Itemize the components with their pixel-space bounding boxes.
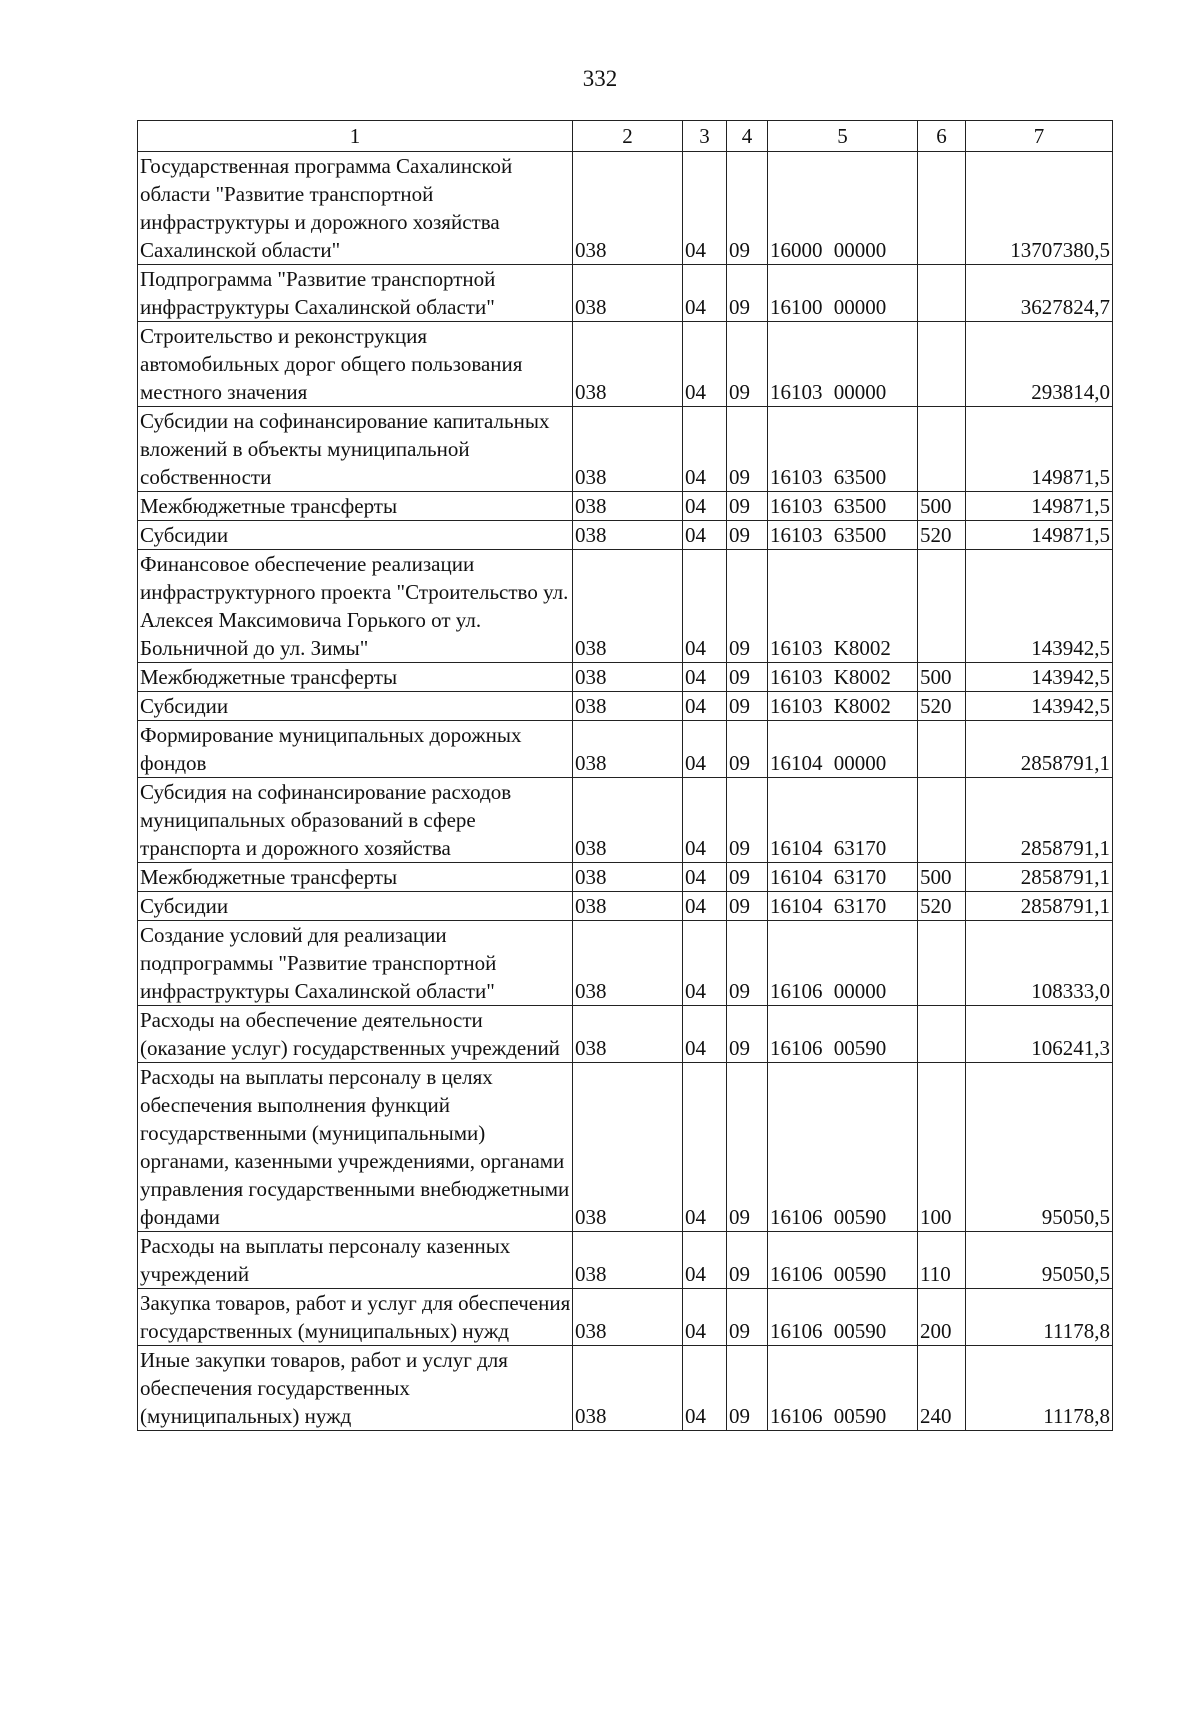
- column-header: 2: [573, 121, 683, 152]
- expense-type-cell: [918, 721, 966, 778]
- target-article-cell: 16103 K8002: [768, 550, 918, 663]
- ministry-code-cell: 038: [573, 550, 683, 663]
- row-name-cell: Иные закупки товаров, работ и услуг для обеспечения государственных (муниципальных) нужд: [138, 1346, 573, 1431]
- table-row: [138, 892, 1113, 921]
- subsection-cell: 09: [727, 1232, 768, 1289]
- ministry-code-cell: 038: [573, 692, 683, 721]
- table-row: [138, 407, 1113, 492]
- section-cell: 04: [683, 1346, 727, 1431]
- table-row: [138, 1063, 1113, 1232]
- row-name-cell: Создание условий для реализации подпрограммы "Развитие транспортной инфраструктуры Сахалинской области": [138, 921, 573, 1006]
- target-article-cell: 16103 63500: [768, 492, 918, 521]
- budget-table: [137, 120, 1113, 1431]
- expense-type-cell: [918, 152, 966, 265]
- ministry-code-cell: 038: [573, 1232, 683, 1289]
- table-row: [138, 1006, 1113, 1063]
- table-row: [138, 1232, 1113, 1289]
- amount-cell: 2858791,1: [966, 892, 1113, 921]
- column-header: 6: [918, 121, 966, 152]
- amount-cell: 2858791,1: [966, 721, 1113, 778]
- table-row: [138, 1289, 1113, 1346]
- expense-type-cell: [918, 778, 966, 863]
- table-row: [138, 1346, 1113, 1431]
- subsection-cell: 09: [727, 692, 768, 721]
- section-cell: 04: [683, 550, 727, 663]
- amount-cell: 3627824,7: [966, 265, 1113, 322]
- row-name-cell: Расходы на обеспечение деятельности (оказание услуг) государственных учреждений: [138, 1006, 573, 1063]
- amount-cell: 11178,8: [966, 1289, 1113, 1346]
- section-cell: 04: [683, 1063, 727, 1232]
- table-body: [138, 152, 1113, 1431]
- header-row: [138, 121, 1113, 152]
- subsection-cell: 09: [727, 407, 768, 492]
- ministry-code-cell: 038: [573, 1289, 683, 1346]
- amount-cell: 149871,5: [966, 407, 1113, 492]
- subsection-cell: 09: [727, 663, 768, 692]
- amount-cell: 2858791,1: [966, 778, 1113, 863]
- subsection-cell: 09: [727, 492, 768, 521]
- target-article-cell: 16106 00590: [768, 1063, 918, 1232]
- amount-cell: 95050,5: [966, 1063, 1113, 1232]
- target-article-cell: 16103 63500: [768, 521, 918, 550]
- target-article-cell: 16103 K8002: [768, 663, 918, 692]
- subsection-cell: 09: [727, 265, 768, 322]
- target-article-cell: 16103 00000: [768, 322, 918, 407]
- target-article-cell: 16106 00590: [768, 1346, 918, 1431]
- section-cell: 04: [683, 521, 727, 550]
- subsection-cell: 09: [727, 322, 768, 407]
- ministry-code-cell: 038: [573, 721, 683, 778]
- section-cell: 04: [683, 692, 727, 721]
- target-article-cell: 16103 63500: [768, 407, 918, 492]
- subsection-cell: 09: [727, 1006, 768, 1063]
- row-name-cell: Расходы на выплаты персоналу в целях обеспечения выполнения функций государственными (муниципальными) органами, казенными учреждениями, органами управления государственными внебюджетными фондами: [138, 1063, 573, 1232]
- amount-cell: 95050,5: [966, 1232, 1113, 1289]
- ministry-code-cell: 038: [573, 492, 683, 521]
- expense-type-cell: 500: [918, 863, 966, 892]
- expense-type-cell: 100: [918, 1063, 966, 1232]
- column-header: 7: [966, 121, 1113, 152]
- section-cell: 04: [683, 265, 727, 322]
- amount-cell: 143942,5: [966, 663, 1113, 692]
- target-article-cell: 16106 00590: [768, 1232, 918, 1289]
- table-row: [138, 492, 1113, 521]
- expense-type-cell: 520: [918, 692, 966, 721]
- row-name-cell: Финансовое обеспечение реализации инфраструктурного проекта "Строительство ул. Алексея Максимовича Горького от ул. Больничной до ул. Зимы": [138, 550, 573, 663]
- table-row: [138, 265, 1113, 322]
- table-row: [138, 863, 1113, 892]
- table-row: [138, 550, 1113, 663]
- expense-type-cell: 240: [918, 1346, 966, 1431]
- row-name-cell: Расходы на выплаты персоналу казенных учреждений: [138, 1232, 573, 1289]
- row-name-cell: Межбюджетные трансферты: [138, 492, 573, 521]
- subsection-cell: 09: [727, 521, 768, 550]
- subsection-cell: 09: [727, 863, 768, 892]
- column-header: 5: [768, 121, 918, 152]
- amount-cell: 106241,3: [966, 1006, 1113, 1063]
- section-cell: 04: [683, 322, 727, 407]
- target-article-cell: 16100 00000: [768, 265, 918, 322]
- table-row: [138, 152, 1113, 265]
- ministry-code-cell: 038: [573, 1346, 683, 1431]
- row-name-cell: Строительство и реконструкция автомобильных дорог общего пользования местного значения: [138, 322, 573, 407]
- ministry-code-cell: 038: [573, 778, 683, 863]
- expense-type-cell: 500: [918, 492, 966, 521]
- table-row: [138, 778, 1113, 863]
- expense-type-cell: 520: [918, 521, 966, 550]
- column-header: 4: [727, 121, 768, 152]
- expense-type-cell: [918, 550, 966, 663]
- target-article-cell: 16103 K8002: [768, 692, 918, 721]
- section-cell: 04: [683, 407, 727, 492]
- subsection-cell: 09: [727, 778, 768, 863]
- column-header: 1: [138, 121, 573, 152]
- table-row: [138, 921, 1113, 1006]
- expense-type-cell: 200: [918, 1289, 966, 1346]
- table-row: [138, 521, 1113, 550]
- expense-type-cell: [918, 407, 966, 492]
- subsection-cell: 09: [727, 892, 768, 921]
- section-cell: 04: [683, 892, 727, 921]
- target-article-cell: 16104 00000: [768, 721, 918, 778]
- section-cell: 04: [683, 721, 727, 778]
- ministry-code-cell: 038: [573, 863, 683, 892]
- subsection-cell: 09: [727, 1346, 768, 1431]
- ministry-code-cell: 038: [573, 663, 683, 692]
- ministry-code-cell: 038: [573, 521, 683, 550]
- expense-type-cell: [918, 265, 966, 322]
- subsection-cell: 09: [727, 1063, 768, 1232]
- amount-cell: 2858791,1: [966, 863, 1113, 892]
- table-row: [138, 663, 1113, 692]
- amount-cell: 143942,5: [966, 692, 1113, 721]
- row-name-cell: Субсидии: [138, 521, 573, 550]
- row-name-cell: Закупка товаров, работ и услуг для обеспечения государственных (муниципальных) нужд: [138, 1289, 573, 1346]
- section-cell: 04: [683, 921, 727, 1006]
- ministry-code-cell: 038: [573, 322, 683, 407]
- ministry-code-cell: 038: [573, 1063, 683, 1232]
- row-name-cell: Субсидия на софинансирование расходов муниципальных образований в сфере транспорта и дорожного хозяйства: [138, 778, 573, 863]
- ministry-code-cell: 038: [573, 1006, 683, 1063]
- section-cell: 04: [683, 663, 727, 692]
- ministry-code-cell: 038: [573, 265, 683, 322]
- expense-type-cell: 110: [918, 1232, 966, 1289]
- amount-cell: 11178,8: [966, 1346, 1113, 1431]
- subsection-cell: 09: [727, 550, 768, 663]
- amount-cell: 143942,5: [966, 550, 1113, 663]
- amount-cell: 149871,5: [966, 492, 1113, 521]
- expense-type-cell: 520: [918, 892, 966, 921]
- row-name-cell: Государственная программа Сахалинской области "Развитие транспортной инфраструктуры и дорожного хозяйства Сахалинской области": [138, 152, 573, 265]
- section-cell: 04: [683, 1232, 727, 1289]
- row-name-cell: Формирование муниципальных дорожных фондов: [138, 721, 573, 778]
- table-row: [138, 692, 1113, 721]
- subsection-cell: 09: [727, 921, 768, 1006]
- target-article-cell: 16104 63170: [768, 778, 918, 863]
- row-name-cell: Субсидии: [138, 892, 573, 921]
- row-name-cell: Субсидии на софинансирование капитальных вложений в объекты муниципальной собственности: [138, 407, 573, 492]
- amount-cell: 108333,0: [966, 921, 1113, 1006]
- subsection-cell: 09: [727, 152, 768, 265]
- target-article-cell: 16106 00000: [768, 921, 918, 1006]
- section-cell: 04: [683, 1289, 727, 1346]
- target-article-cell: 16106 00590: [768, 1006, 918, 1063]
- expense-type-cell: [918, 921, 966, 1006]
- ministry-code-cell: 038: [573, 892, 683, 921]
- section-cell: 04: [683, 152, 727, 265]
- section-cell: 04: [683, 778, 727, 863]
- amount-cell: 293814,0: [966, 322, 1113, 407]
- subsection-cell: 09: [727, 1289, 768, 1346]
- ministry-code-cell: 038: [573, 407, 683, 492]
- table-row: [138, 322, 1113, 407]
- expense-type-cell: [918, 322, 966, 407]
- expense-type-cell: 500: [918, 663, 966, 692]
- subsection-cell: 09: [727, 721, 768, 778]
- section-cell: 04: [683, 492, 727, 521]
- table-row: [138, 721, 1113, 778]
- target-article-cell: 16104 63170: [768, 863, 918, 892]
- ministry-code-cell: 038: [573, 152, 683, 265]
- column-header: 3: [683, 121, 727, 152]
- target-article-cell: 16000 00000: [768, 152, 918, 265]
- row-name-cell: Субсидии: [138, 692, 573, 721]
- amount-cell: 13707380,5: [966, 152, 1113, 265]
- section-cell: 04: [683, 1006, 727, 1063]
- section-cell: 04: [683, 863, 727, 892]
- row-name-cell: Подпрограмма "Развитие транспортной инфраструктуры Сахалинской области": [138, 265, 573, 322]
- target-article-cell: 16104 63170: [768, 892, 918, 921]
- target-article-cell: 16106 00590: [768, 1289, 918, 1346]
- amount-cell: 149871,5: [966, 521, 1113, 550]
- row-name-cell: Межбюджетные трансферты: [138, 663, 573, 692]
- page-number: 332: [582, 66, 618, 91]
- ministry-code-cell: 038: [573, 921, 683, 1006]
- row-name-cell: Межбюджетные трансферты: [138, 863, 573, 892]
- expense-type-cell: [918, 1006, 966, 1063]
